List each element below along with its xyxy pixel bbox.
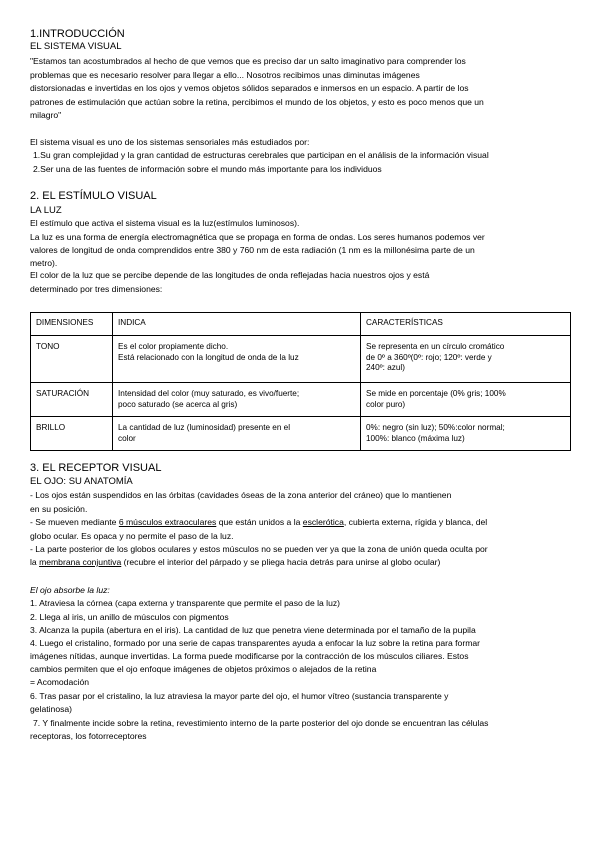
step-line: 4. Luego el cristalino, formado por una serie de capas transparentes ayuda a enfocar la luz sobre la retina para formar — [30, 638, 480, 648]
cell-line: 0%: negro (sin luz); 50%:color normal; — [366, 423, 505, 432]
dimensions-table — [30, 312, 571, 451]
indica-cell — [113, 383, 361, 417]
anatomy-bullet-cont — [30, 557, 440, 568]
cell-line: 240º: azul) — [366, 363, 405, 372]
light-text-line: El color de la luz que se percibe depende de las longitudes de onda reflejadas hacia nuestros ojos y está — [30, 270, 430, 280]
step-line: 7. Y finalmente incide sobre la retina, revestimiento interno de la parte posterior del ojo donde se encuentran las células — [33, 718, 489, 728]
bullet-text: , cubierta externa, rígida y blanca, del — [343, 517, 488, 527]
cell-line: Se mide en porcentaje (0% gris; 100% — [366, 389, 506, 398]
section1-title: 1.INTRODUCCIÓN — [30, 28, 125, 40]
step-line: 6. Tras pasar por el cristalino, la luz atraviesa la mayor parte del ojo, el humor vítreo (sustancia transparente y — [30, 691, 449, 701]
sclera-term: esclerótica — [302, 517, 344, 527]
anatomy-bullet: - Los ojos están suspendidos en las órbitas (cavidades óseas de la zona anterior del cráneo) que lo mantienen — [30, 490, 452, 500]
section2-title: 2. EL ESTÍMULO VISUAL — [30, 190, 157, 202]
cell-line: Se representa en un círculo cromático — [366, 342, 505, 351]
cell-line: 100%: blanco (máxima luz) — [366, 433, 465, 443]
quote-line: problemas que es necesario resolver para llegar a ello... Nosotros recibimos unas diminutas imágenes — [30, 70, 420, 80]
cell-line: Es el color propiamente dicho. — [118, 342, 229, 351]
cell-line: color puro) — [366, 399, 406, 409]
light-text-line: metro). — [30, 258, 58, 268]
section1-subtitle: EL SISTEMA VISUAL — [30, 41, 122, 52]
quote-line: "Estamos tan acostumbrados al hecho de que vemos que es preciso dar un salto imaginativo para comprender los — [30, 56, 466, 66]
quote-line: distorsionadas e invertidas en los ojos y vemos objetos sólidos separados e inmersos en un espacio. A partir de los — [30, 83, 469, 93]
table-row — [31, 336, 571, 383]
step-line: 2. Llega al iris, un anillo de músculos con pigmentos — [30, 612, 229, 622]
cell-line: color — [118, 433, 136, 443]
anatomy-bullet-cont: globo ocular. Es opaca y no permite el paso de la luz. — [30, 531, 234, 541]
cell-line: Intensidad del color (muy saturado, es vivo/fuerte; — [118, 389, 300, 398]
step-line: receptoras, los fotorreceptores — [30, 731, 147, 741]
cell-line: de 0º a 360º(0º: rojo; 120º: verde y — [366, 352, 492, 362]
quote-line: milagro" — [30, 110, 62, 120]
step-line: imágenes nítidas, aunque invertidas. La forma puede modificarse por la contracción de los músculos ciliares. Estos — [30, 651, 469, 661]
table-row — [31, 383, 571, 417]
reason-item: 1.Su gran complejidad y la gran cantidad de estructuras cerebrales que participan en el análisis de la información visual — [33, 150, 489, 160]
extraocular-muscles-term: 6 músculos extraoculares — [118, 517, 217, 527]
visual-system-intro: El sistema visual es uno de los sistemas sensoriales más estudiados por: — [30, 137, 310, 147]
cell-line: Está relacionado con la longitud de onda de la luz — [118, 352, 299, 362]
anatomy-bullet-cont: en su posición. — [30, 504, 88, 514]
section3-title: 3. EL RECEPTOR VISUAL — [30, 462, 162, 474]
step-line: 3. Alcanza la pupila (abertura en el iris). La cantidad de luz que penetra viene determinada por el tamaño de la pupila — [30, 625, 476, 635]
quote-line: patrones de estimulación que actúan sobre la retina, percibimos el mundo de los objetos, y esto es poco menos que un — [30, 97, 484, 107]
bullet-text: que están unidos a la — [216, 517, 303, 527]
table-header-row — [31, 313, 571, 336]
reason-item: 2.Ser una de las fuentes de información sobre el mundo más importante para los individuos — [33, 164, 382, 174]
indica-cell — [113, 417, 361, 451]
caracteristicas-cell — [361, 383, 571, 417]
caracteristicas-cell — [361, 417, 571, 451]
table-header-cell: DIMENSIONES — [31, 313, 113, 336]
light-text-line: La luz es una forma de energía electromagnética que se propaga en forma de ondas. Los seres humanos podemos ver — [30, 232, 485, 242]
bullet-text: la — [30, 557, 40, 567]
light-absorption-title: El ojo absorbe la luz: — [30, 585, 110, 595]
section3-subtitle: EL OJO: SU ANATOMÍA — [30, 476, 133, 487]
step-line: cambios permiten que el ojo enfoque imágenes de objetos próximos o alejados de la retina — [30, 664, 377, 674]
conjunctiva-term: membrana conjuntiva — [39, 557, 122, 567]
dimension-cell: TONO — [31, 336, 113, 383]
cell-line: La cantidad de luz (luminosidad) presente en el — [118, 423, 291, 432]
light-text-line: El estímulo que activa el sistema visual es la luz(estímulos luminosos). — [30, 218, 300, 228]
section2-subtitle: LA LUZ — [30, 205, 62, 216]
table-row — [31, 417, 571, 451]
cell-line: poco saturado (se acerca al gris) — [118, 399, 238, 409]
bullet-text: - Se mueven mediante — [30, 517, 119, 527]
indica-cell — [113, 336, 361, 383]
table-header-cell: CARACTERÍSTICAS — [361, 313, 571, 336]
anatomy-bullet: - La parte posterior de los globos oculares y estos músculos no se pueden ver ya que la zona de unión queda oculta por — [30, 544, 488, 554]
light-text-line: determinado por tres dimensiones: — [30, 284, 163, 294]
anatomy-bullet — [30, 517, 487, 528]
step-line: = Acomodación — [30, 677, 90, 687]
step-line: 1. Atraviesa la córnea (capa externa y transparente que permite el paso de la luz) — [30, 598, 341, 608]
dimension-cell: SATURACIÓN — [31, 383, 113, 417]
caracteristicas-cell — [361, 336, 571, 383]
bullet-text: (recubre el interior del párpado y se pliega hacia detrás para unirse al globo ocular) — [121, 557, 441, 567]
dimension-cell: BRILLO — [31, 417, 113, 451]
table-header-cell: INDICA — [113, 313, 361, 336]
light-text-line: valores de longitud de onda comprendidos entre 380 y 760 nm de esta radiación (1 nm es la millonésima parte de un — [30, 245, 475, 255]
step-line: gelatinosa) — [30, 704, 73, 714]
